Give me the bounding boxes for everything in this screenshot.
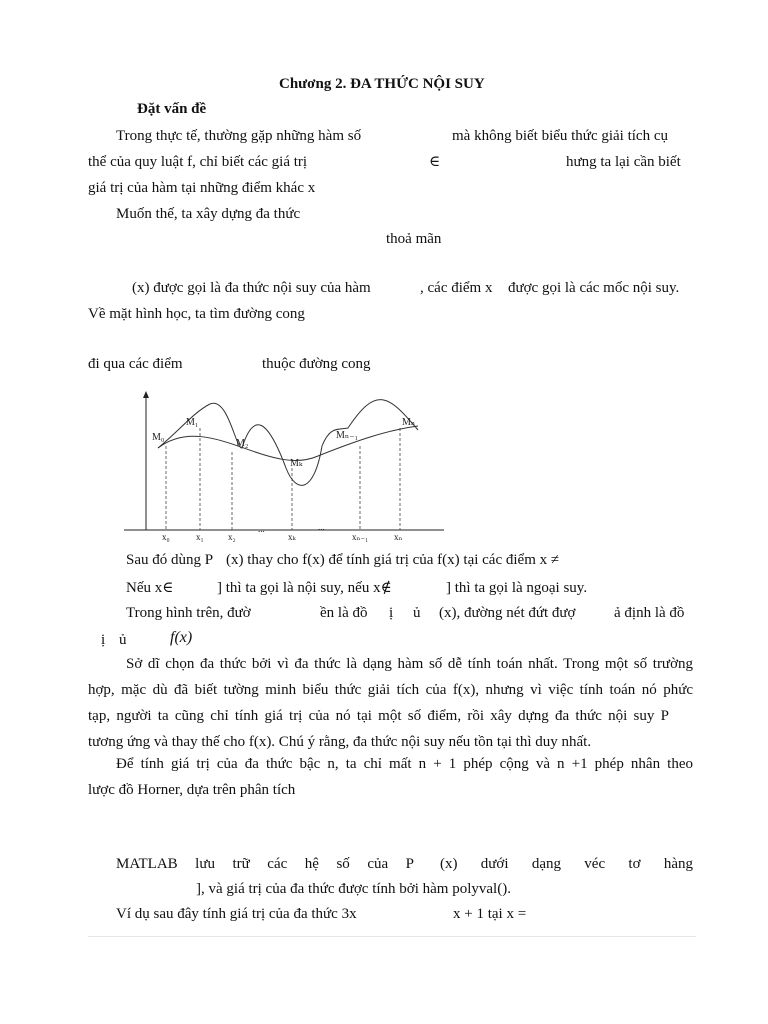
p5-text-e: ] thì ta gọi là ngoại suy. <box>446 580 588 596</box>
label-mn-1: Mₙ₋₁ <box>336 430 358 441</box>
p4-text-b: thuộc đường cong <box>262 356 371 372</box>
p5-text-b: (x) thay cho f(x) để tính giá trị của f(x) tại các điểm x ≠ <box>226 552 560 568</box>
p4-text-a: đi qua các điểm <box>88 356 183 372</box>
p7-line-1: Sở dĩ chọn đa thức bởi vì đa thức là dạng hàm số dễ tính toán nhất. Trong một số trường <box>126 656 693 672</box>
page-divider <box>88 936 696 937</box>
p7-line-2: hợp, mặc dù đã biết tường minh biểu thức giải tích của f(x), nhưng vì việc tính toán nó phức <box>88 682 693 698</box>
interpolation-figure <box>118 390 448 542</box>
p1-element-symbol: ∈ <box>429 154 441 170</box>
label-mk: Mₖ <box>290 458 303 469</box>
p3-text-a: (x) được gọi là đa thức nội suy của hàm <box>132 280 371 296</box>
p5-text-d: ] thì ta gọi là nội suy, nếu x∉ <box>217 580 392 596</box>
tick-xk: xₖ <box>288 532 296 542</box>
label-m2: M₂ <box>236 438 249 449</box>
p9-text-b: (x) dưới dạng véc tơ hàng <box>440 856 693 872</box>
tick-dots-2: ... <box>318 522 325 532</box>
p9-text-a: MATLAB lưu trữ các hệ số của P <box>116 856 414 872</box>
p1-text-a: Trong thực tế, thường gặp những hàm số <box>116 128 362 144</box>
p1-text-c: thể của quy luật f, chỉ biết các giá trị <box>88 154 308 170</box>
p8-line-2: lược đồ Horner, dựa trên phân tích <box>88 782 296 798</box>
p5-text-c: Nếu x∈ <box>126 580 174 596</box>
p6-formula: f(x) <box>170 629 193 646</box>
function-curve <box>158 426 418 460</box>
p6-text-h: ủ <box>119 632 127 648</box>
p2-text-b: thoả mãn <box>386 231 442 247</box>
p8-line-1: Để tính giá trị của đa thức bậc n, ta chỉ mất n + 1 phép cộng và n +1 phép nhân theo <box>116 756 693 772</box>
tick-xn: xₙ <box>394 532 403 542</box>
p6-text-e: (x), đường nét đứt đượ <box>439 605 576 621</box>
guide-lines <box>166 428 400 530</box>
tick-dots-1: ... <box>258 524 265 534</box>
p7-line-3: tạp, người ta cũng chỉ tính giá trị của nó tại một số điểm, rồi xây dựng đa thức nội suy P <box>88 708 669 724</box>
section-heading: Đặt vấn đề <box>137 101 207 117</box>
p6-text-b: ền là đồ <box>320 605 368 621</box>
p1-text-f: giá trị của hàm tại những điểm khác x <box>88 180 316 196</box>
p7-line-4: tương ứng và thay thế cho f(x). Chú ý rằng, đa thức nội suy nếu tồn tại thì duy nhất. <box>88 734 592 750</box>
chapter-title: Chương 2. ĐA THỨC NỘI SUY <box>279 76 485 92</box>
p1-text-e: hưng ta lại cần biết <box>566 154 681 170</box>
p10-text-b: x + 1 tại x = <box>453 906 527 922</box>
p6-text-a: Trong hình trên, đườ <box>126 605 251 621</box>
p6-text-g: ị <box>101 632 106 648</box>
p3-text-d: Về mặt hình học, ta tìm đường cong <box>88 306 305 322</box>
tick-x0: x₀ <box>162 532 170 542</box>
tick-x1: x₁ <box>196 532 204 542</box>
p1-text-b: mà không biết biểu thức giải tích cụ <box>452 128 668 144</box>
tick-xn-1: xₙ₋₁ <box>352 532 369 542</box>
y-axis-arrow <box>143 391 149 398</box>
p10-text-a: Ví dụ sau đây tính giá trị của đa thức 3x <box>116 906 357 922</box>
p2-text-a: Muốn thế, ta xây dựng đa thức <box>116 206 301 222</box>
polynomial-curve <box>158 400 418 486</box>
tick-x2: x₂ <box>228 532 236 542</box>
p3-text-c: được gọi là các mốc nội suy. <box>508 280 680 296</box>
p6-text-d: ủ <box>413 605 421 621</box>
p9-text-c: ], và giá trị của đa thức được tính bởi hàm polyval(). <box>196 881 511 897</box>
p3-text-b: , các điểm x <box>420 280 493 296</box>
p6-text-c: ị <box>389 605 394 621</box>
p5-text-a: Sau đó dùng P <box>126 552 214 568</box>
label-m0: M₀ <box>152 432 165 443</box>
p6-text-f: ả định là đồ <box>614 605 685 621</box>
label-m1: M₁ <box>186 417 199 428</box>
label-mn: Mₙ <box>402 417 416 428</box>
